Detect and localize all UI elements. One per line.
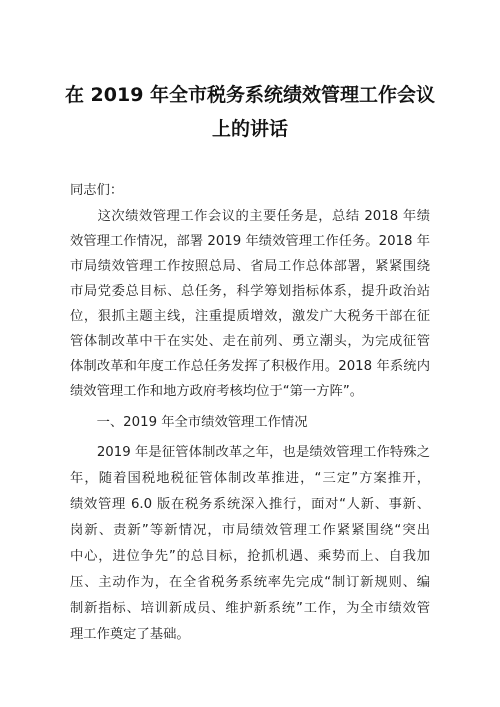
paragraph-2-line: 2019 年是征管体制改革之年，也是绩效管理工作特殊之 [70, 445, 430, 460]
paragraph-1-line: 管体制改革中干在实处、走在前列、勇立潮头，为完成征管 [70, 334, 430, 349]
paragraph-2-line: 中心，进位争先”的总目标，抢抓机遇、乘势而上、自我加 [70, 549, 430, 564]
paragraph-1-line: 绩效管理工作和地方政府考核均位于“第一方阵”。 [70, 384, 364, 399]
paragraph-2-line: 理工作奠定了基础。 [70, 627, 190, 642]
paragraph-1-line: 这次绩效管理工作会议的主要任务是，总结 2018 年绩 [70, 209, 430, 224]
paragraph-1-line: 体制改革和年度工作总任务发挥了积极作用。2018 年系统内 [70, 359, 430, 374]
title-line-1: 在 2019 年全市税务系统绩效管理工作会议 [64, 84, 436, 106]
salutation: 同志们： [70, 183, 124, 198]
paragraph-1-line: 市局绩效管理工作按照总局、省局工作总体部署，紧紧围绕 [70, 259, 430, 274]
paragraph-1-line: 位，狠抓主题主线，注重提质增效，激发广大税务干部在征 [70, 309, 430, 324]
paragraph-2-line: 绩效管理 6.0 版在税务系统深入推行，面对“人新、事新、 [70, 497, 430, 512]
title-line-2: 上的讲话 [211, 118, 288, 140]
paragraph-1-line: 效管理工作情况，部署 2019 年绩效管理工作任务。2018 年 [70, 234, 430, 249]
document-title [60, 78, 440, 146]
paragraph-2-line: 制新指标、培训新成员、维护新系统”工作，为全市绩效管 [70, 601, 430, 616]
paragraph-2-line: 年，随着国税地税征管体制改革推进，“三定”方案推开， [70, 471, 430, 486]
paragraph-2-line: 岗新、责新”等新情况，市局绩效管理工作紧紧围绕“突出 [70, 523, 430, 538]
paragraph-2-line: 压、主动作为，在全省税务系统率先完成“制订新规则、编 [70, 575, 430, 590]
paragraph-1-line: 市局党委总目标、总任务，科学筹划指标体系，提升政治站 [70, 284, 430, 299]
section-heading: 一、2019 年全市绩效管理工作情况 [70, 415, 308, 430]
